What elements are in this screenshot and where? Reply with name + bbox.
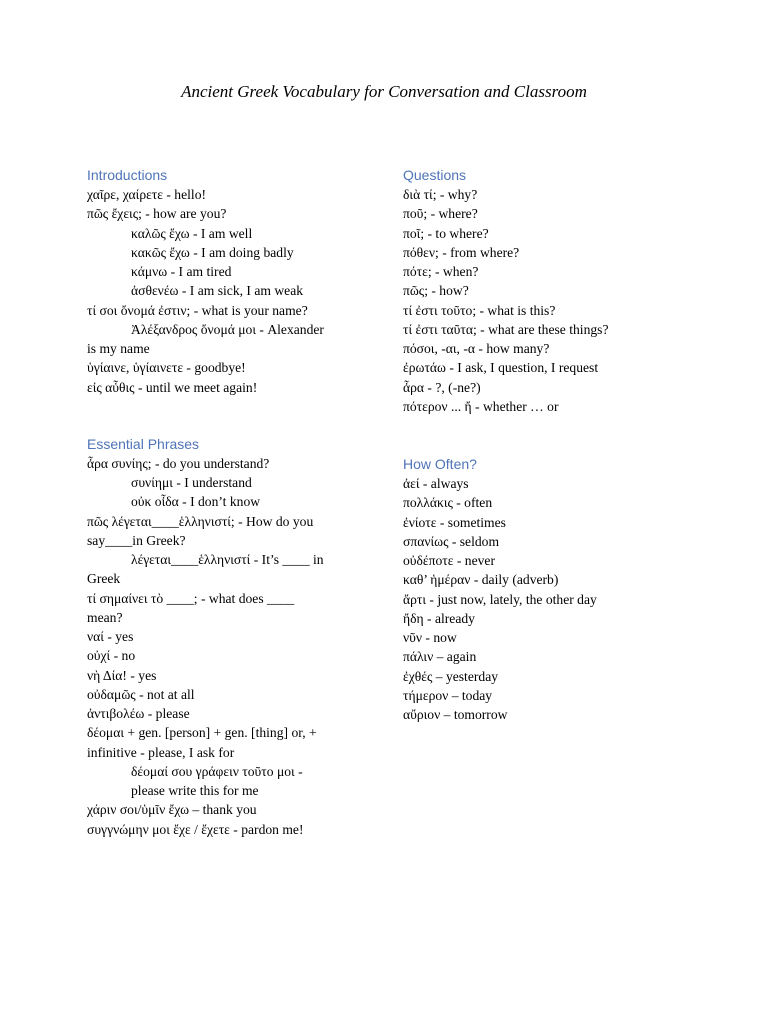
vocab-line: νὴ Δία! - yes [87, 667, 157, 683]
vocab-line: πότε; - when? [403, 264, 479, 279]
vocab-line: πότερον ... ἤ - whether … or [403, 398, 559, 414]
vocab-line: ἐχθές – yesterday [403, 668, 499, 684]
vocab-line: Greek [87, 571, 121, 587]
vocab-line: τί σημαίνει τὸ ____; - what does ____ [87, 590, 295, 606]
vocab-line: say____in Greek? [87, 532, 186, 548]
vocab-line: οὐχί - no [87, 648, 136, 664]
vocab-line: λέγεται____ἑλληνιστί - It’s ____ in [131, 552, 324, 567]
vocab-line: is my name [87, 341, 150, 356]
vocab-line: εἰς αὖθις - until we meet again! [87, 379, 258, 395]
vocab-line: σπανίως - seldom [403, 533, 500, 549]
essential-phrases-section [87, 434, 367, 839]
vocab-line: χαῖρε, χαίρετε - hello! [87, 187, 207, 202]
vocab-line: δέομαι + gen. [person] + gen. [thing] or, + [87, 725, 317, 741]
vocab-line: ναί - yes [87, 629, 134, 644]
vocab-line: Ἀλέξανδρος ὄνομά μοι - Alexander [131, 321, 324, 337]
vocab-line: οὐκ οἶδα - I don’t know [131, 494, 261, 510]
vocab-line: ἀντιβολέω - please [87, 706, 190, 721]
vocab-line: πῶς λέγεται____ἑλληνιστί; - How do you [87, 513, 314, 529]
vocab-line: καθ’ ἡμέραν - daily (adverb) [403, 572, 559, 588]
vocab-line: κακῶς ἔχω - I am doing badly [131, 244, 294, 260]
vocab-line: τί ἐστι τοῦτο; - what is this? [403, 302, 556, 318]
vocab-line: πόθεν; - from where? [403, 244, 520, 260]
vocab-line: ἄρτι - just now, lately, the other day [403, 591, 597, 607]
vocab-line: ἤδη - already [403, 610, 475, 626]
vocab-line: κάμνω - I am tired [131, 264, 232, 279]
vocab-line: χάριν σοι/ὑμῖν ἔχω – thank you [87, 802, 257, 818]
introductions-section [87, 165, 367, 397]
vocab-line: ἐνίοτε - sometimes [403, 514, 506, 530]
vocab-line: νῦν - now [403, 630, 457, 645]
how-often-section [403, 454, 703, 724]
vocab-line: τήμερον – today [403, 687, 493, 703]
vocab-line: πάλιν – again [403, 649, 477, 665]
vocab-line: ἐρωτάω - I ask, I question, I request [403, 360, 599, 376]
vocab-line: πολλάκις - often [403, 495, 493, 511]
vocab-line: καλῶς ἔχω - I am well [131, 225, 253, 241]
vocab-line: οὐδαμῶς - not at all [87, 686, 195, 702]
questions-heading: Questions [403, 167, 467, 183]
vocab-line: συνίημι - I understand [131, 475, 252, 490]
vocab-line: ἆρα - ?, (-ne?) [403, 379, 481, 395]
vocab-line: ἆρα συνίης; - do you understand? [87, 455, 270, 471]
vocab-line: αὔριον – tomorrow [403, 707, 508, 722]
vocab-line: please write this for me [131, 783, 259, 798]
vocab-line: ἀσθενέω - I am sick, I am weak [131, 283, 304, 299]
vocab-line: ποῖ; - to where? [403, 225, 489, 241]
right-column [403, 165, 703, 724]
vocab-line: ἀεί - always [403, 476, 469, 491]
vocab-line: πῶς; - how? [403, 283, 469, 299]
vocab-line: συγγνώμην μοι ἔχε / ἔχετε - pardon me! [87, 821, 304, 837]
vocab-line: πῶς ἔχεις; - how are you? [87, 206, 227, 222]
left-column [87, 165, 367, 839]
vocab-line: infinitive - please, I ask for [87, 744, 235, 760]
vocab-line: ποῦ; - where? [403, 206, 478, 222]
vocab-line: τί σοι ὄνομά ἐστιν; - what is your name? [87, 302, 308, 318]
vocab-line: δέομαί σου γράφειν τοῦτο μοι - [131, 763, 303, 779]
document-title: Ancient Greek Vocabulary for Conversation and Classroom [181, 82, 587, 101]
essential-phrases-heading: Essential Phrases [87, 435, 200, 452]
vocab-line: mean? [87, 609, 123, 625]
vocab-line: ὑγίαινε, ὑγίαινετε - goodbye! [87, 360, 246, 376]
vocab-line: οὐδέποτε - never [403, 553, 495, 568]
vocab-line: τί ἐστι ταῦτα; - what are these things? [403, 321, 609, 337]
questions-section [403, 165, 703, 416]
how-often-heading: How Often? [403, 456, 477, 472]
vocab-line: διὰ τί; - why? [403, 187, 478, 202]
introductions-heading: Introductions [87, 167, 168, 183]
vocab-line: πόσοι, -αι, -α - how many? [403, 341, 550, 356]
